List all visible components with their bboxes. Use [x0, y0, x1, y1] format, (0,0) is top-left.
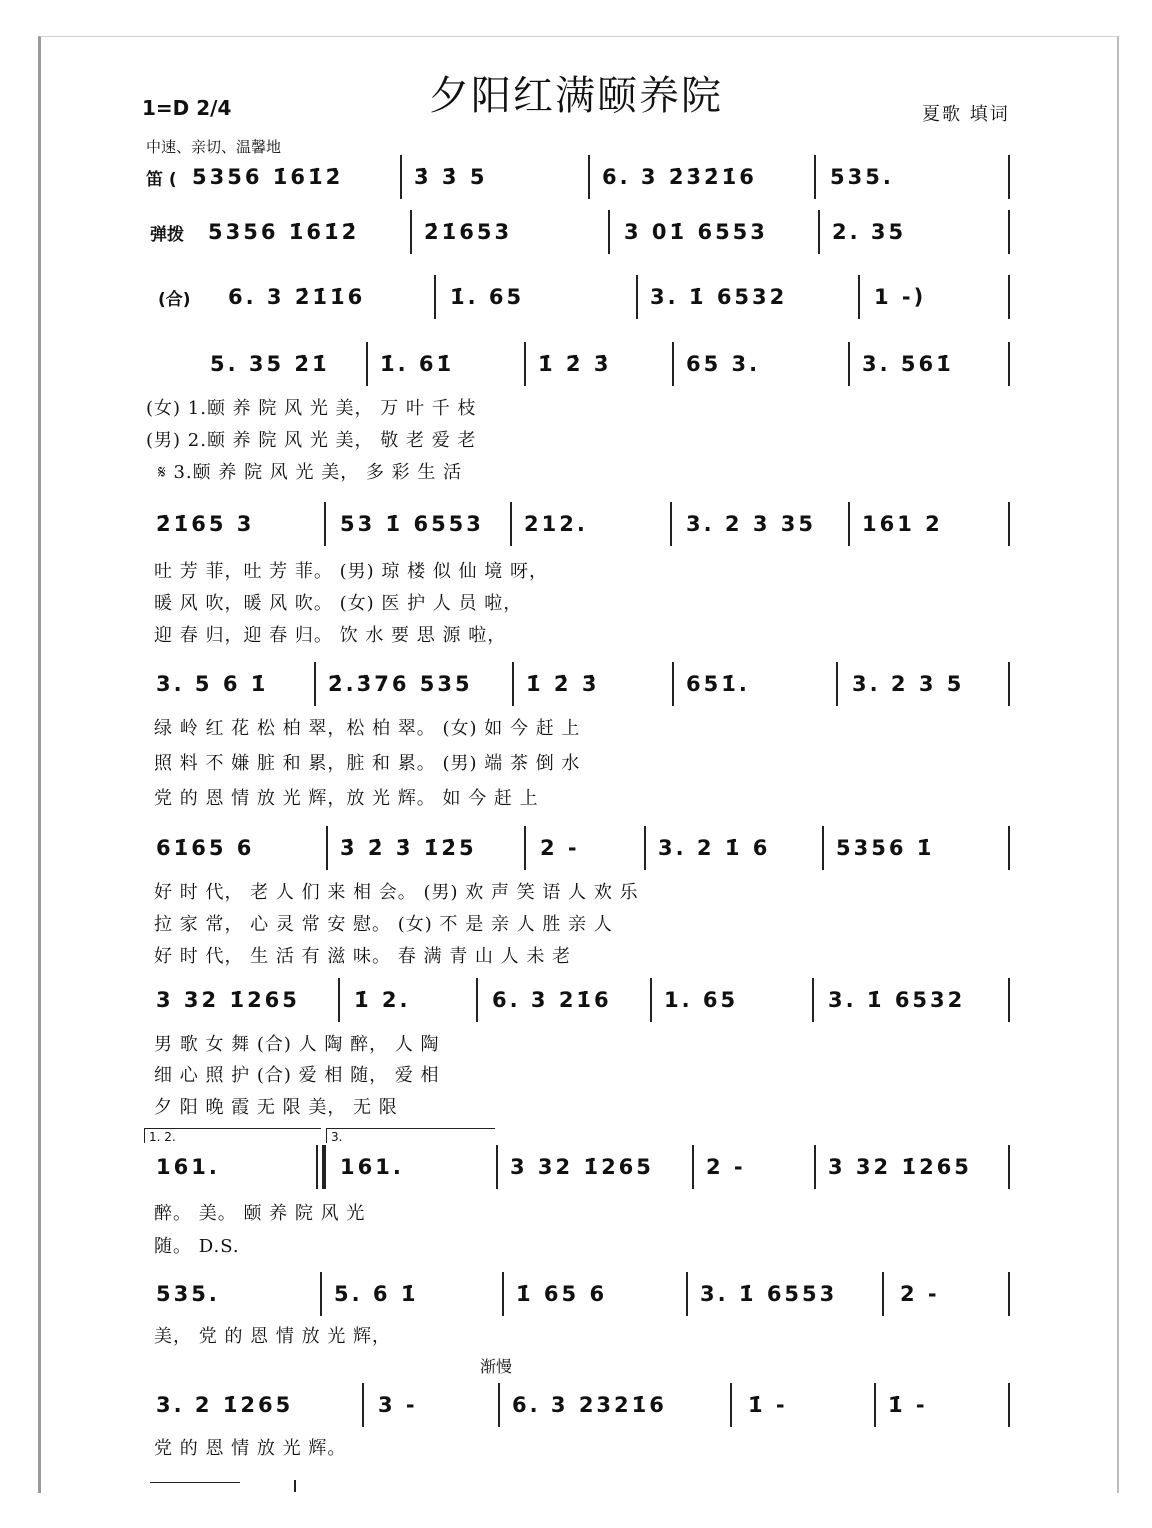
measure: 2 -: [706, 1155, 746, 1179]
lyric-line: 暖 风 吹，暖 风 吹。 (女) 医 护 人 员 啦，: [154, 593, 523, 614]
barline: [1008, 826, 1010, 870]
barline: [524, 342, 526, 386]
score-system: [0, 165, 1152, 205]
barline: [692, 1145, 694, 1189]
lyric-line: 绿 岭 红 花 松 柏 翠，松 柏 翠。 (女) 如 今 赶 上: [154, 718, 581, 739]
barline: [1008, 1383, 1010, 1427]
score-system: [0, 988, 1152, 1028]
measure: 161 2: [862, 512, 943, 536]
lyric-line: 好 时 代， 老 人 们 来 相 会。 (男) 欢 声 笑 语 人 欢 乐: [154, 882, 639, 903]
barline: [434, 275, 436, 319]
barline: [366, 342, 368, 386]
measure: 1 -): [874, 285, 927, 309]
barline: [822, 826, 824, 870]
barline: [848, 502, 850, 546]
measure: 2. 35: [832, 220, 907, 244]
barline: [814, 155, 816, 199]
lyric-line: 拉 家 常， 心 灵 常 安 慰。 (女) 不 是 亲 人 胜 亲 人: [154, 914, 613, 935]
barline: [410, 210, 412, 254]
barline: [294, 1480, 296, 1492]
measure: 6. 3 21̇6: [492, 988, 612, 1012]
barline: [524, 826, 526, 870]
measure: 3 01̇ 6553: [624, 220, 768, 244]
score-system: [0, 220, 1152, 260]
barline: [498, 1383, 500, 1427]
part-label: 弹拨: [150, 225, 184, 245]
barline: [588, 155, 590, 199]
measure: 2 -: [540, 836, 580, 860]
lyric-line: 醉。 美。 颐 养 院 风 光: [154, 1203, 366, 1224]
barline: [320, 1272, 322, 1316]
barline: [1008, 1145, 1010, 1189]
barline: [512, 662, 514, 706]
measure: 3̇ 3̇ 5: [414, 165, 488, 189]
lyric-line: 党 的 恩 情 放 光 辉。: [154, 1438, 347, 1459]
barline: [814, 1145, 816, 1189]
measure: 3 32 1̇265: [828, 1155, 972, 1179]
lyric-line: 吐 芳 菲，吐 芳 菲。 (男) 琼 楼 似 仙 境 呀，: [154, 561, 548, 582]
barline: [1008, 275, 1010, 319]
barline: [848, 342, 850, 386]
lyric-line: 好 时 代， 生 活 有 滋 味。 春 满 青 山 人 未 老: [154, 946, 572, 967]
barline: [1008, 1272, 1010, 1316]
lyric-line: (男) 2.颐 养 院 风 光 美， 敬 老 爱 老: [146, 430, 477, 451]
volta-first-ending: 1. 2.: [144, 1128, 321, 1143]
lyric-line: 夕 阳 晚 霞 无 限 美， 无 限: [154, 1097, 398, 1118]
barline: [1008, 342, 1010, 386]
barline: [608, 210, 610, 254]
measure: 1̇ 65 6: [516, 1282, 608, 1306]
measure: 651̇.: [686, 672, 750, 696]
score-system: [0, 672, 1152, 712]
barline: [1008, 662, 1010, 706]
part-label: 笛 (: [146, 170, 177, 190]
barline: [670, 502, 672, 546]
barline: [882, 1272, 884, 1316]
barline: [874, 1383, 876, 1427]
measure: 3. 5 6 1̇: [156, 672, 269, 696]
measure: 1̇ 2.: [354, 988, 411, 1012]
measure: 1̇ -: [748, 1393, 788, 1417]
measure: 1̇. 61̇: [380, 352, 455, 376]
barline: [496, 1145, 498, 1189]
barline: [644, 826, 646, 870]
barline: [672, 662, 674, 706]
song-title: 夕阳红满颐养院: [429, 73, 723, 119]
measure: 3 -: [378, 1393, 418, 1417]
measure: 2̇.3̇76 535: [328, 672, 473, 696]
barline: [730, 1383, 732, 1427]
volta-second-ending: 3.: [326, 1128, 495, 1143]
barline: [338, 978, 340, 1022]
measure: 6. 3 2321̇6: [512, 1393, 667, 1417]
barline: [636, 275, 638, 319]
barline: [1008, 978, 1010, 1022]
measure: 3. 1̇ 6553: [700, 1282, 838, 1306]
repeat-barline: [316, 1145, 318, 1189]
score-system: [0, 1393, 1152, 1433]
barline: [858, 275, 860, 319]
measure: 5356 1̇: [836, 836, 935, 860]
measure: 3 32 1̇265: [510, 1155, 654, 1179]
barline: [686, 1272, 688, 1316]
part-label: (合): [158, 290, 191, 310]
measure: 3̇ 2̇ 3̇ 1̇2̇5: [340, 836, 477, 860]
measure: 1̇. 65: [450, 285, 525, 309]
measure: 535.: [830, 165, 894, 189]
score-system: [0, 352, 1152, 392]
lyric-line: 照 料 不 嫌 脏 和 累，脏 和 累。 (男) 端 茶 倒 水: [154, 753, 581, 774]
barline: [510, 502, 512, 546]
measure: 161.: [340, 1155, 404, 1179]
lyric-line: (女) 1.颐 养 院 风 光 美， 万 叶 千 枝: [146, 398, 477, 419]
measure: 3 32 1̇265: [156, 988, 300, 1012]
barline: [1008, 210, 1010, 254]
measure: 1. 65: [664, 988, 739, 1012]
measure: 3. 2 1̇ 6: [658, 836, 771, 860]
measure: 3. 2 1̇265: [156, 1393, 294, 1417]
measure: 1̇ 2̇ 3̇: [538, 352, 612, 376]
measure: 535.: [156, 1282, 220, 1306]
barline: [650, 978, 652, 1022]
measure: 1̇ -: [888, 1393, 928, 1417]
tempo-marking: 中速、亲切、温馨地: [146, 138, 282, 156]
measure: 3. 1̇ 6532: [650, 285, 788, 309]
measure: 5. 6 1̇: [334, 1282, 419, 1306]
barline: [812, 978, 814, 1022]
lyric-line: 随。 D.S.: [154, 1236, 240, 1257]
score-system: [0, 836, 1152, 876]
lyric-line: 美， 党 的 恩 情 放 光 辉，: [154, 1326, 392, 1347]
barline: [400, 155, 402, 199]
barline: [818, 210, 820, 254]
barline: [362, 1383, 364, 1427]
barline: [1008, 502, 1010, 546]
barline: [836, 662, 838, 706]
measure: 212.: [524, 512, 588, 536]
barline: [326, 826, 328, 870]
measure: 53 1̇ 6553: [340, 512, 484, 536]
measure: 3. 561̇: [862, 352, 954, 376]
measure: 61̇65 6: [156, 836, 255, 860]
barline: [314, 662, 316, 706]
measure: 3. 2 3 5: [852, 672, 965, 696]
lyric-line: 男 歌 女 舞 (合) 人 陶 醉， 人 陶: [154, 1034, 440, 1055]
measure: 3. 1̇ 6532: [828, 988, 966, 1012]
score-system: [0, 512, 1152, 552]
measure: 5356 1̇61̇2̇: [208, 220, 360, 244]
measure: 65 3.: [686, 352, 761, 376]
measure: 3. 2 3 35: [686, 512, 816, 536]
measure: 1̇ 2̇ 3̇: [526, 672, 600, 696]
barline: [1008, 155, 1010, 199]
lyricist-credit: 夏歌 填词: [922, 104, 1010, 125]
measure: 6. 3 2̇3̇2̇1̇6: [602, 165, 757, 189]
score-system: [0, 285, 1152, 325]
measure: 6. 3 2̇1̇1̇6: [228, 285, 366, 309]
repeat-barline: [322, 1145, 326, 1189]
barline: [324, 502, 326, 546]
measure: 2 -: [900, 1282, 940, 1306]
measure: 5356 1̇61̇2̇: [192, 165, 344, 189]
score-system: [0, 1155, 1152, 1195]
measure: 2̇1̇653: [424, 220, 513, 244]
ritardando-marking: 渐慢: [480, 1357, 513, 1376]
lyric-line: 细 心 照 护 (合) 爱 相 随， 爱 相: [154, 1065, 440, 1086]
measure: 2̇1̇65 3: [156, 512, 255, 536]
tie-mark: [150, 1482, 240, 1483]
measure: 5. 35 2̇1̇: [210, 352, 330, 376]
lyric-line: 迎 春 归，迎 春 归。 饮 水 要 思 源 啦，: [154, 625, 507, 646]
measure: 161.: [156, 1155, 220, 1179]
barline: [502, 1272, 504, 1316]
barline: [672, 342, 674, 386]
barline: [476, 978, 478, 1022]
lyric-line: 党 的 恩 情 放 光 辉，放 光 辉。 如 今 赶 上: [154, 788, 539, 809]
lyric-line: 𝄋 3.颐 养 院 风 光 美， 多 彩 生 活: [158, 462, 463, 483]
score-system: [0, 1282, 1152, 1322]
key-signature: 1=D 2/4: [142, 96, 232, 120]
